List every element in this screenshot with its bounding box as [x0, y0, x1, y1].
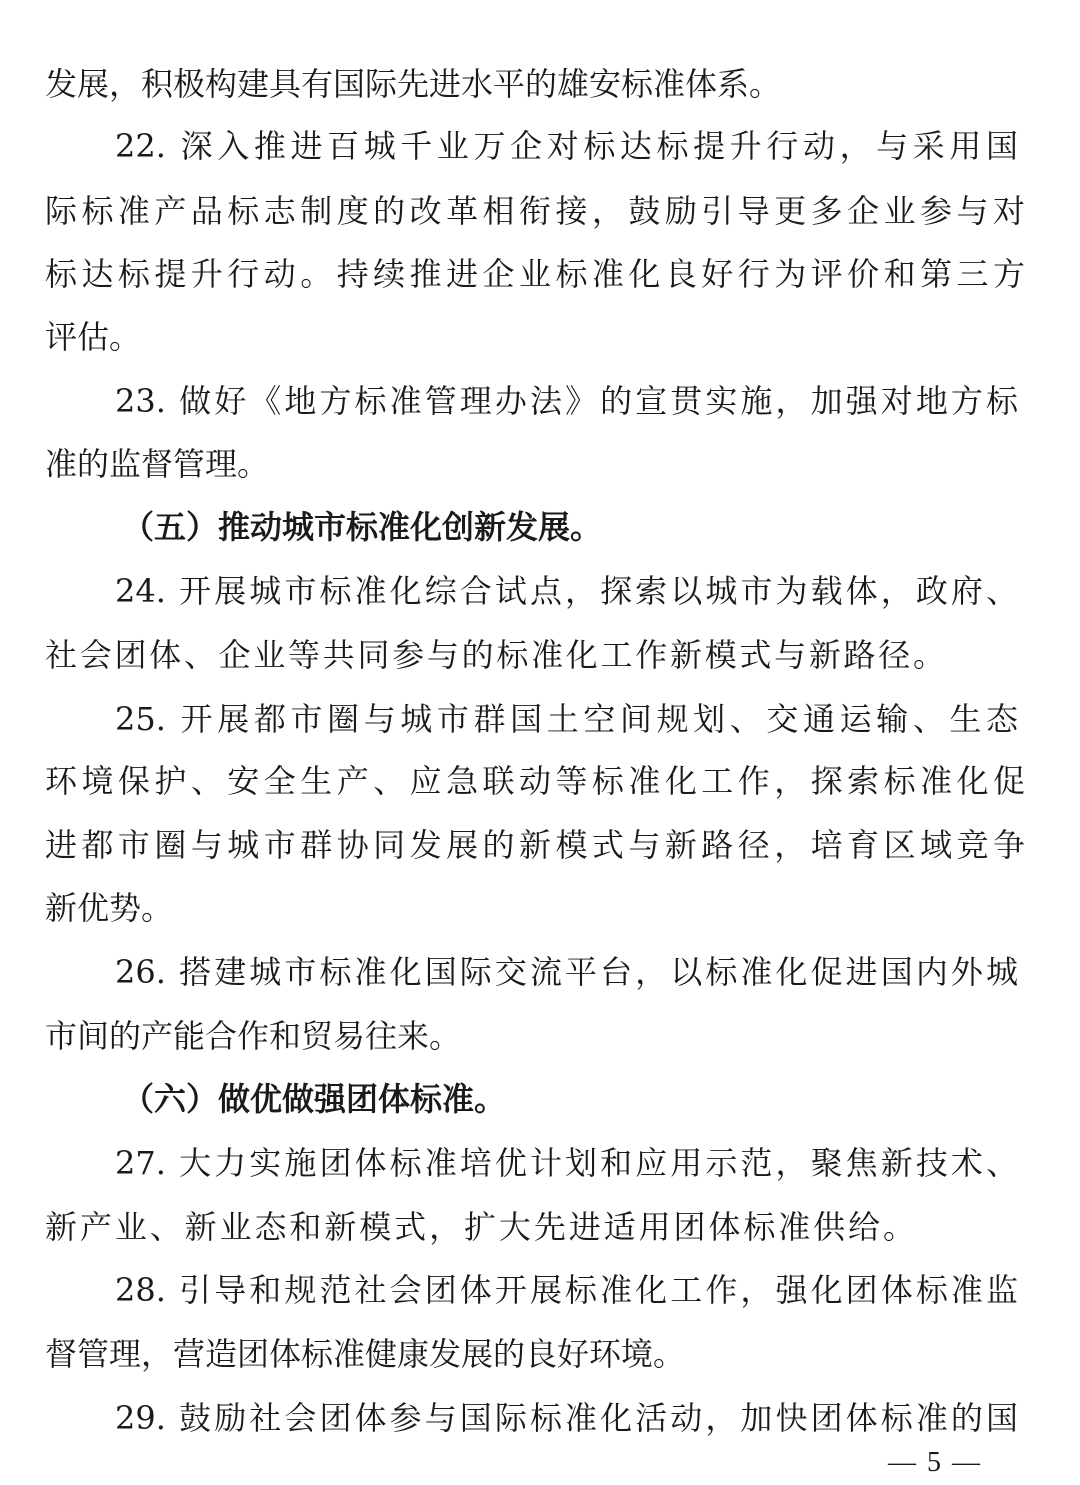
body-line: 新产业、新业态和新模式，扩大先进适用团体标准供给。	[45, 1208, 915, 1246]
item-25-line: 25. 开展都市圈与城市群国土空间规划、交通运输、生态	[115, 700, 1018, 738]
body-line: 准的监督管理。	[45, 445, 270, 483]
body-line: 标达标提升行动。持续推进企业标准化良好行为评价和第三方	[45, 255, 1025, 293]
body-line: 际标准产品标志制度的改革相衔接，鼓励引导更多企业参与对	[45, 192, 1025, 230]
body-line: 评估。	[45, 318, 142, 356]
body-line: 督管理，营造团体标准健康发展的良好环境。	[45, 1335, 686, 1373]
item-29-line: 29. 鼓励社会团体参与国际标准化活动，加快团体标准的国	[115, 1399, 1018, 1437]
item-26-line: 26. 搭建城市标准化国际交流平台，以标准化促进国内外城	[115, 953, 1018, 991]
body-line: 进都市圈与城市群协同发展的新模式与新路径，培育区域竞争	[45, 826, 1025, 864]
page-number: — 5 —	[888, 1447, 982, 1478]
body-line: 社会团体、企业等共同参与的标准化工作新模式与新路径。	[45, 636, 945, 674]
item-22-line: 22. 深入推进百城千业万企对标达标提升行动，与采用国	[115, 127, 1018, 165]
item-27-line: 27. 大力实施团体标准培优计划和应用示范，聚焦新技术、	[115, 1144, 1018, 1182]
body-line: 环境保护、安全生产、应急联动等标准化工作，探索标准化促	[45, 762, 1025, 800]
section-heading-6: （六）做优做强团体标准。	[122, 1080, 507, 1118]
item-28-line: 28. 引导和规范社会团体开展标准化工作，强化团体标准监	[115, 1271, 1018, 1309]
item-23-line: 23. 做好《地方标准管理办法》的宣贯实施，加强对地方标	[115, 382, 1018, 420]
body-line: 发展，积极构建具有国际先进水平的雄安标准体系。	[45, 65, 782, 103]
body-line: 新优势。	[45, 889, 174, 927]
item-24-line: 24. 开展城市标准化综合试点，探索以城市为载体，政府、	[115, 572, 1018, 610]
body-line: 市间的产能合作和贸易往来。	[45, 1017, 462, 1055]
section-heading-5: （五）推动城市标准化创新发展。	[122, 508, 603, 546]
